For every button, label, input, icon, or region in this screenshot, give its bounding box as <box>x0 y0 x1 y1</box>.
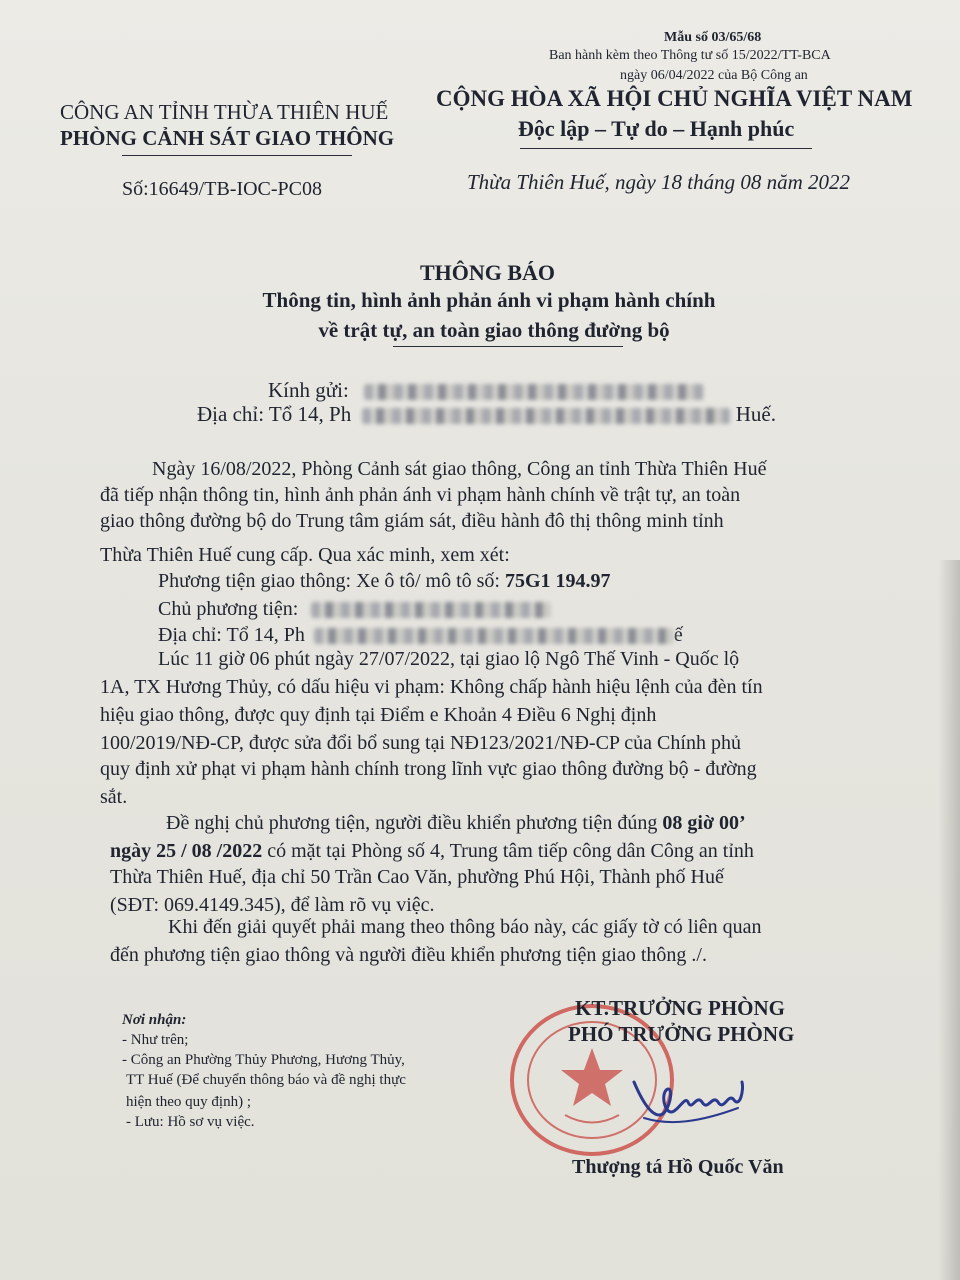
document-number: Số:16649/TB-IOC-PC08 <box>122 178 323 200</box>
recipients-item-1: - Như trên; <box>122 1032 189 1048</box>
issuing-org-parent: CÔNG AN TỈNH THỪA THIÊN HUẾ <box>60 100 389 124</box>
body-p2-line-4: 100/2019/NĐ-CP, được sửa đổi bổ sung tại NĐ123/2021/NĐ-CP của Chính phủ <box>100 732 741 754</box>
appointment-date: ngày 25 / 08 /2022 <box>110 840 263 862</box>
body-p2-line-6: sắt. <box>100 786 128 808</box>
body-p2-line-5: quy định xử phạt vi phạm hành chính trong lĩnh vực giao thông đường bộ - đường <box>100 758 757 780</box>
handwritten-signature <box>630 1060 750 1130</box>
recipients-item-4: hiện theo quy định) ; <box>126 1094 251 1110</box>
body-p1-line-4: Thừa Thiên Huế cung cấp. Qua xác minh, xem xét: <box>100 544 510 566</box>
org-underline <box>122 155 352 156</box>
body-p1-line-2: đã tiếp nhận thông tin, hình ảnh phản ánh vi phạm hành chính về trật tự, an toàn <box>100 484 741 506</box>
recipients-item-3: TT Huế (Để chuyển thông báo và đề nghị thực <box>126 1072 406 1088</box>
subtitle-underline <box>393 346 623 347</box>
vehicle-plate: 75G1 194.97 <box>504 570 611 592</box>
owner-address-line <box>158 624 683 647</box>
owner-line <box>158 598 551 621</box>
redacted-recipient-name <box>364 384 704 400</box>
signatory-name: Thượng tá Hồ Quốc Văn <box>572 1156 784 1178</box>
body-p3-line-1-text: Đề nghị chủ phương tiện, người điều khiển phương tiện đúng <box>166 812 663 834</box>
nation-name: CỘNG HÒA XÃ HỘI CHỦ NGHĨA VIỆT NAM <box>436 86 913 111</box>
recipient-line <box>268 378 704 403</box>
body-p2-line-1: Lúc 11 giờ 06 phút ngày 27/07/2022, tại giao lộ Ngô Thế Vinh - Quốc lộ <box>158 648 740 670</box>
document-title: THÔNG BÁO <box>419 260 556 285</box>
redacted-recipient-address <box>362 408 730 424</box>
body-p2-line-3: hiệu giao thông, được quy định tại Điểm e Khoản 4 Điều 6 Nghị định <box>100 704 657 726</box>
body-p3-line-3: Thừa Thiên Huế, địa chỉ 50 Trần Cao Văn, phường Phú Hội, Thành phố Huế <box>110 866 724 888</box>
signature-title-1: KT.TRƯỞNG PHÒNG <box>575 996 785 1020</box>
recipient-address-line <box>197 402 776 427</box>
place-date: Thừa Thiên Huế, ngày 18 tháng 08 năm 2022 <box>467 170 851 194</box>
recipients-item-5: - Lưu: Hồ sơ vụ việc. <box>126 1114 255 1130</box>
owner-label: Chủ phương tiện: <box>158 598 299 620</box>
form-number: Mẫu số 03/65/68 <box>664 30 762 45</box>
motto-underline <box>520 148 812 149</box>
body-p4-line-2: đến phương tiện giao thông và người điều khiển phương tiện giao thông ./. <box>110 944 707 966</box>
form-source-line-1: Ban hành kèm theo Thông tư số 15/2022/TT-BCA <box>549 48 831 63</box>
body-p3-line-2-text: có mặt tại Phòng số 4, Trung tâm tiếp công dân Công an tỉnh <box>262 840 754 862</box>
redacted-owner-name <box>311 602 551 618</box>
recipient-address-tail: Huế. <box>735 402 776 426</box>
body-p3-line-2 <box>110 840 754 863</box>
body-p1-line-1: Ngày 16/08/2022, Phòng Cảnh sát giao thông, Công an tỉnh Thừa Thiên Huế <box>152 458 767 480</box>
recipient-label: Kính gửi: <box>268 378 349 402</box>
signature-title-2: PHÓ TRƯỞNG PHÒNG <box>568 1022 795 1046</box>
page-edge-shadow <box>938 560 960 1280</box>
form-source-line-2: ngày 06/04/2022 của Bộ Công an <box>620 68 808 83</box>
recipients-heading: Nơi nhận: <box>122 1012 187 1028</box>
body-p3-line-1 <box>166 812 746 835</box>
document-subtitle-2: về trật tự, an toàn giao thông đường bộ <box>318 318 670 342</box>
document-subtitle-1: Thông tin, hình ảnh phản ánh vi phạm hành chính <box>262 288 716 312</box>
body-p3-line-4: (SĐT: 069.4149.345), để làm rõ vụ việc. <box>110 894 435 916</box>
owner-address-label: Địa chỉ: Tổ 14, Ph <box>158 624 305 646</box>
body-p2-line-2: 1A, TX Hương Thủy, có dấu hiệu vi phạm: Không chấp hành hiệu lệnh của đèn tín <box>100 676 763 698</box>
vehicle-label: Phương tiện giao thông: Xe ô tô/ mô tô số: <box>158 570 505 592</box>
owner-address-tail: ế <box>673 624 683 646</box>
vehicle-line <box>158 570 611 593</box>
body-p4-line-1: Khi đến giải quyết phải mang theo thông báo này, các giấy tờ có liên quan <box>168 916 762 938</box>
recipient-address-label: Địa chỉ: Tổ 14, Ph <box>197 402 352 426</box>
appointment-time: 08 giờ 00’ <box>662 812 746 834</box>
body-p1-line-3: giao thông đường bộ do Trung tâm giám sát, điều hành đô thị thông minh tỉnh <box>100 510 724 532</box>
recipients-item-2: - Công an Phường Thủy Phương, Hương Thủy, <box>122 1052 405 1068</box>
issuing-org: PHÒNG CẢNH SÁT GIAO THÔNG <box>60 126 395 150</box>
nation-motto: Độc lập – Tự do – Hạnh phúc <box>518 116 795 141</box>
redacted-owner-address <box>314 628 674 644</box>
